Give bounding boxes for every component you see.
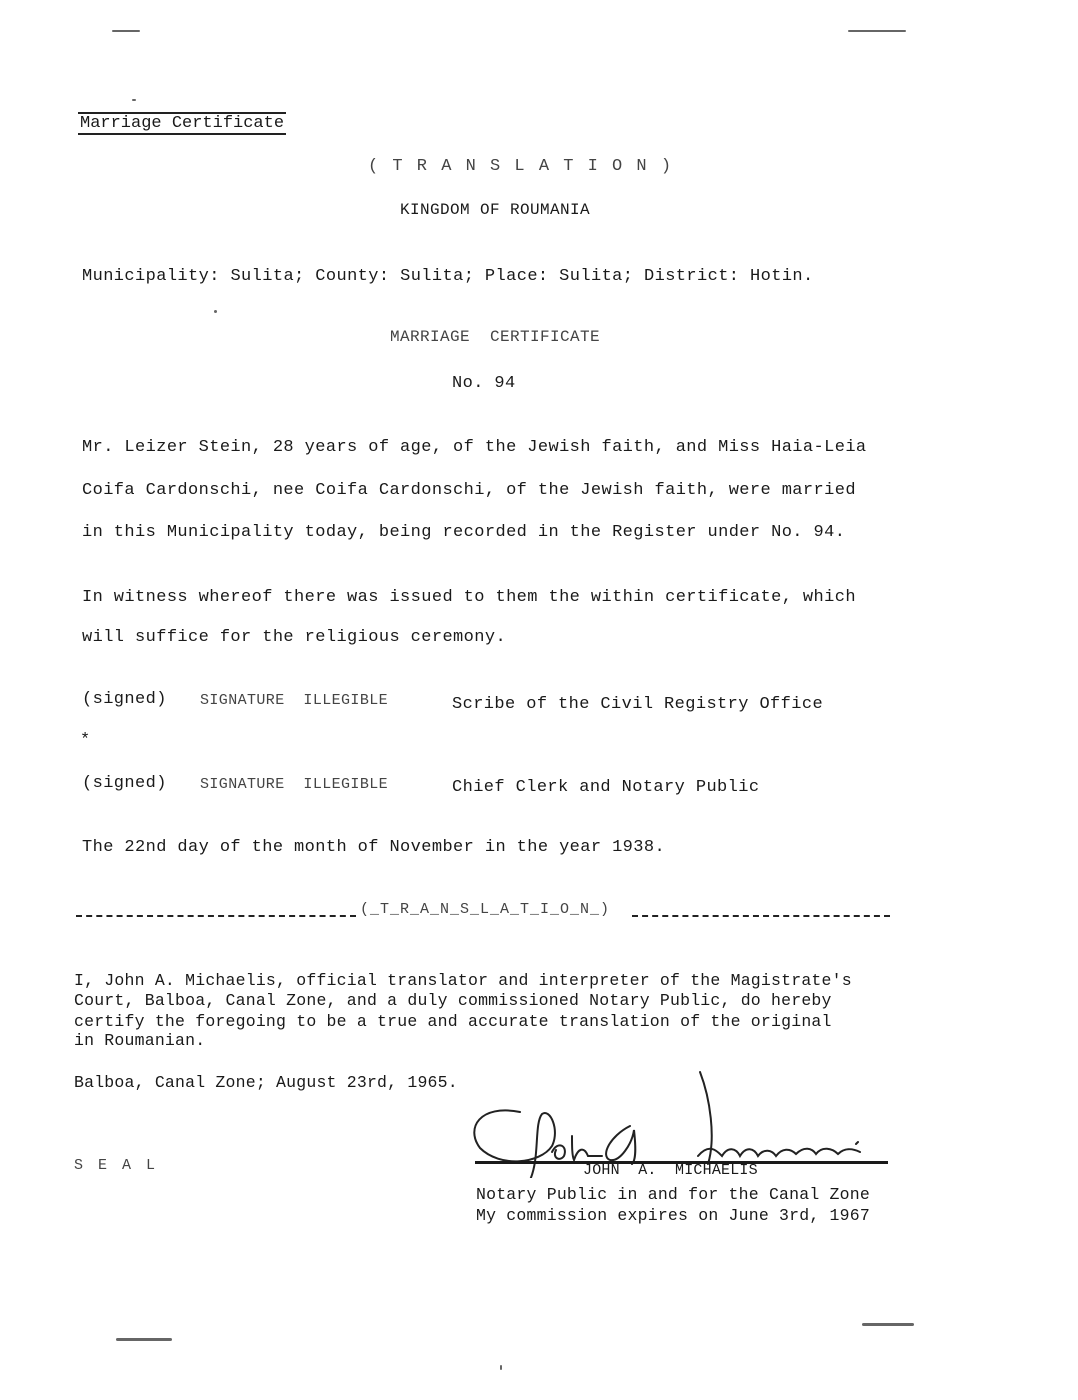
body-line: in this Municipality today, being recorded in the Register under No. 94. xyxy=(82,523,846,542)
scan-mark xyxy=(848,30,906,32)
document-label-text: Marriage Certificate xyxy=(80,114,285,133)
certification-line: certify the foregoing to be a true and accurate translation of the original xyxy=(74,1012,832,1031)
divider-right xyxy=(632,915,890,917)
certificate-number: No. 94 xyxy=(452,374,516,393)
signed-label: (signed) xyxy=(82,690,167,709)
municipality-value: Sulita; xyxy=(230,267,305,286)
scan-mark xyxy=(214,310,217,313)
witness-line: In witness whereof there was issued to them the within certificate, which xyxy=(82,588,856,607)
signature-role: Chief Clerk and Notary Public xyxy=(452,778,760,797)
witness-line: will suffice for the religious ceremony. xyxy=(82,628,507,647)
notary-name: JOHN A. MICHAELIS xyxy=(583,1162,758,1179)
signature-row xyxy=(82,774,167,793)
scan-mark xyxy=(112,30,140,32)
scan-mark xyxy=(116,1338,172,1341)
notary-commission: My commission expires on June 3rd, 1967 xyxy=(476,1206,870,1225)
scan-mark xyxy=(132,99,136,101)
certificate-title: MARRIAGE CERTIFICATE xyxy=(390,328,601,346)
header-translation: ( T R A N S L A T I O N ) xyxy=(368,157,674,176)
body-line: Mr. Leizer Stein, 28 years of age, of the Jewish faith, and Miss Haia-Leia xyxy=(82,438,867,457)
body-line: Coifa Cardonschi, nee Coifa Cardonschi, of the Jewish faith, were married xyxy=(82,481,856,500)
scan-mark xyxy=(862,1323,914,1326)
document-label xyxy=(76,112,289,135)
municipality-label: Municipality: xyxy=(82,267,220,286)
county-label: County: xyxy=(315,267,390,286)
notary-title: Notary Public in and for the Canal Zone xyxy=(476,1185,870,1204)
signature-illegible: SIGNATURE ILLEGIBLE xyxy=(200,776,389,793)
signature-illegible: SIGNATURE ILLEGIBLE xyxy=(200,692,389,709)
county-value: Sulita; xyxy=(400,267,475,286)
signature-row xyxy=(82,690,167,709)
place-value: Sulita; xyxy=(559,267,634,286)
date-line: The 22nd day of the month of November in the year 1938. xyxy=(82,838,666,857)
scan-mark xyxy=(500,1365,502,1370)
certification-line: I, John A. Michaelis, official translator and interpreter of the Magistrate's xyxy=(74,971,852,990)
certification-line: Court, Balboa, Canal Zone, and a duly commissioned Notary Public, do hereby xyxy=(74,991,832,1010)
kingdom-heading: KINGDOM OF ROUMANIA xyxy=(400,201,591,219)
signature-role: Scribe of the Civil Registry Office xyxy=(452,695,824,714)
certification-line: in Roumanian. xyxy=(74,1031,206,1050)
signed-label: (signed) xyxy=(82,774,167,793)
district-label: District: xyxy=(643,267,740,286)
district-value: Hotin. xyxy=(750,267,814,286)
translation-divider: (_T_R_A_N_S_L_A_T_I_O_N_) xyxy=(360,901,611,918)
asterisk-mark: * xyxy=(80,731,91,750)
divider-left xyxy=(76,915,356,917)
place-date: Balboa, Canal Zone; August 23rd, 1965. xyxy=(74,1073,458,1092)
location-line xyxy=(82,267,814,286)
place-label: Place: xyxy=(484,267,549,286)
seal-label: S E A L xyxy=(74,1157,159,1174)
